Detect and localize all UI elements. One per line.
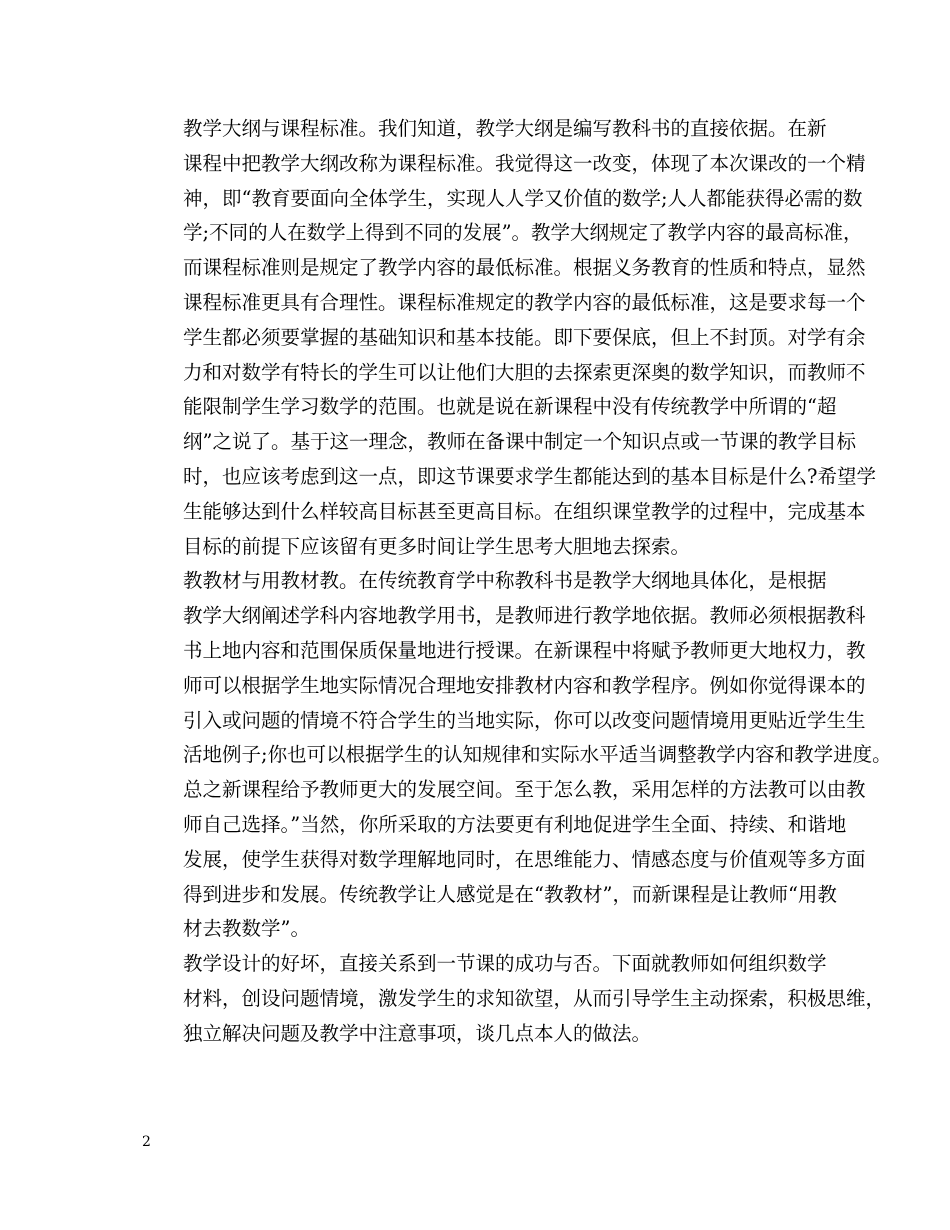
text-line: 时，也应该考虑到这一点，即这节课要求学生都能达到的基本目标是什么?希望学 [183, 464, 876, 488]
text-line: 师自己选择。”当然，你所采取的方法要更有利地促进学生全面、持续、和谐地 [183, 812, 847, 836]
text-line: 材去教数学”。 [183, 917, 310, 941]
text-line: 独立解决问题及教学中注意事项，谈几点本人的做法。 [183, 1021, 652, 1045]
text-line: 材料，创设问题情境，激发学生的求知欲望，从而引导学生主动探索，积极思维， [183, 986, 886, 1010]
text-line: 得到进步和发展。传统教学让人感觉是在“教教材”，而新课程是让教师“用教 [183, 882, 837, 906]
text-line: 书上地内容和范围保质保量地进行授课。在新课程中将赋予教师更大地权力，教 [183, 638, 866, 662]
text-line: 发展，使学生获得对数学理解地同时，在思维能力、情感态度与价值观等多方面 [183, 847, 866, 871]
text-line: 学;不同的人在数学上得到不同的发展”。教学大纲规定了教学内容的最高标准， [183, 221, 863, 245]
text-line: 课程中把教学大纲改称为课程标准。我觉得这一改变，体现了本次课改的一个精 [183, 151, 866, 175]
text-line: 教学设计的好坏，直接关系到一节课的成功与否。下面就教师如何组织数学 [183, 952, 827, 976]
text-line: 目标的前提下应该留有更多时间让学生思考大胆地去探索。 [183, 534, 691, 558]
text-line: 能限制学生学习数学的范围。也就是说在新课程中没有传统教学中所谓的“超 [183, 395, 837, 419]
text-line: 教学大纲与课程标准。我们知道，教学大纲是编写教科书的直接依据。在新 [183, 117, 827, 140]
paragraph [144, 947, 886, 1051]
text-line: 教教材与用教材教。在传统教育学中称教科书是教学大纲地具体化，是根据 [183, 569, 827, 593]
text-line: 师可以根据学生地实际情况合理地安排教材内容和教学程序。例如你觉得课本的 [183, 673, 866, 697]
text-line: 纲”之说了。基于这一理念，教师在备课中制定一个知识点或一节课的教学目标 [183, 430, 856, 454]
text-line: 生能够达到什么样较高目标甚至更高目标。在组织课堂教学的过程中，完成基本 [183, 499, 866, 523]
text-line: 力和对数学有特长的学生可以让他们大胆的去探索更深奥的数学知识，而教师不 [183, 360, 866, 384]
paragraph [144, 112, 876, 564]
text-line: 神，即“教育要面向全体学生，实现人人学又价值的数学;人人都能获得必需的数 [183, 186, 863, 210]
body-text [144, 112, 892, 1052]
text-line: 学生都必须要掌握的基础知识和基本技能。即下要保底，但上不封顶。对学有余 [183, 325, 866, 349]
text-line: 总之新课程给予教师更大的发展空间。至于怎么教，采用怎样的方法教可以由教 [183, 778, 866, 802]
text-line: 而课程标准则是规定了教学内容的最低标准。根据义务教育的性质和特点，显然 [183, 256, 866, 280]
text-line: 活地例子;你也可以根据学生的认知规律和实际水平适当调整教学内容和教学进度。 [183, 743, 892, 767]
text-line: 教学大纲阐述学科内容地教学用书，是教师进行教学地依据。教师必须根据教科 [183, 604, 866, 628]
text-line: 课程标准更具有合理性。课程标准规定的教学内容的最低标准，这是要求每一个 [183, 290, 866, 314]
page-number: 2 [142, 1134, 151, 1150]
text-line: 引入或问题的情境不符合学生的当地实际，你可以改变问题情境用更贴近学生生 [183, 708, 866, 732]
paragraph [144, 564, 892, 947]
